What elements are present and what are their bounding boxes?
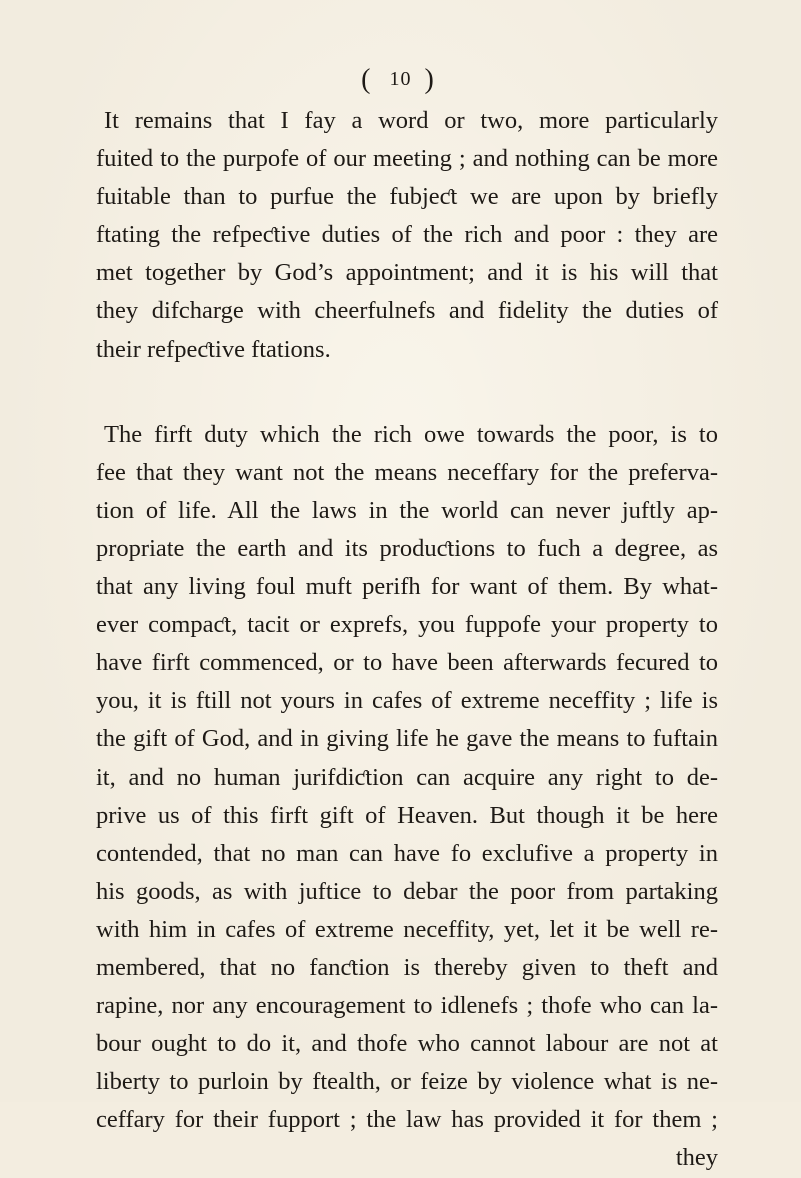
text-line: ever compaƈt, tacit or exprefs, you fuppofe your property to	[96, 611, 718, 639]
text-line: membered, that no fanƈtion is thereby given to theft and	[96, 953, 718, 981]
text-line: his goods, as with juftice to debar the poor from partaking	[96, 877, 718, 905]
text-line: propriate the earth and its produƈtions to fuch a degree, as	[96, 534, 718, 562]
text-line: It remains that I fay a word or two, more particularly	[104, 107, 718, 134]
open-paren: (	[361, 64, 377, 95]
text-line: prive us of this firft gift of Heaven. But though it be here	[96, 801, 718, 829]
text-line: tion of life. All the laws in the world can never juftly ap-	[96, 496, 718, 524]
page-header	[0, 64, 801, 96]
text-line: that any living foul muft perifh for want of them. By what-	[96, 573, 718, 601]
close-paren: )	[424, 64, 440, 95]
text-line: contended, that no man can have fo exclufive a property in	[96, 839, 718, 867]
text-line: ftating the refpeƈtive duties of the rich and poor : they are	[96, 221, 718, 249]
text-line: their refpeƈtive ftations.	[96, 335, 331, 363]
text-line: met together by God’s appointment; and it is his will that	[96, 259, 718, 287]
text-line: rapine, nor any encouragement to idlenefs ; thofe who can la-	[96, 992, 718, 1020]
text-line: with him in cafes of extreme neceffity, yet, let it be well re-	[96, 915, 718, 943]
text-line: it, and no human jurifdiƈtion can acquire any right to de-	[96, 763, 718, 791]
text-line: bour ought to do it, and thofe who cannot labour are not at	[96, 1030, 718, 1058]
text-line: ceffary for their fupport ; the law has provided it for them ;	[96, 1106, 718, 1134]
text-line: have firft commenced, or to have been afterwards fecured to	[96, 649, 718, 677]
text-line: fuited to the purpofe of our meeting ; and nothing can be more	[96, 145, 718, 173]
text-line: you, it is ftill not yours in cafes of extreme neceffity ; life is	[96, 687, 718, 715]
text-line: the gift of God, and in giving life he gave the means to fuftain	[96, 725, 718, 753]
text-line: fuitable than to purfue the fubjeƈt we are upon by briefly	[96, 183, 718, 211]
page-number: 10	[389, 68, 412, 90]
paragraph-1	[96, 102, 718, 369]
body-text	[96, 102, 718, 1178]
catchword: they	[675, 1144, 718, 1172]
text-line: they difcharge with cheerfulnefs and fidelity the duties of	[96, 297, 718, 325]
text-line: The firft duty which the rich owe towards the poor, is to	[104, 420, 718, 448]
text-line: fee that they want not the means neceffary for the preferva-	[96, 458, 718, 486]
text-line: liberty to purloin by ftealth, or feize by violence what is ne-	[96, 1068, 718, 1096]
paragraph-2	[96, 416, 718, 1178]
